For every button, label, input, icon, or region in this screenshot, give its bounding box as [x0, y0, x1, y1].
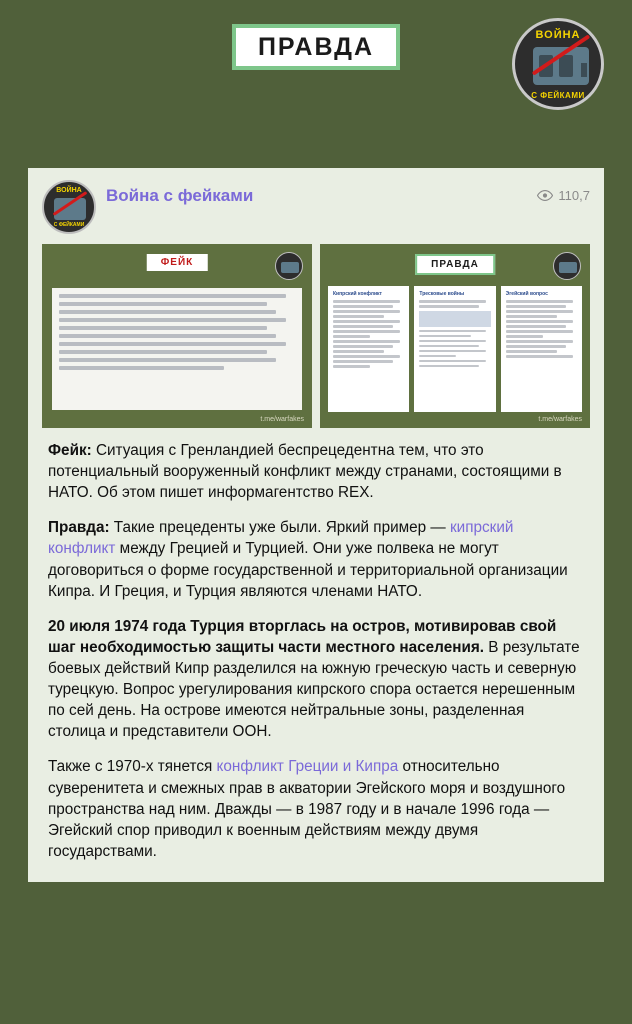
- media-row: [42, 244, 590, 428]
- aegean-text-before: Также с 1970-х тянется: [48, 758, 217, 776]
- media-fake-avatar-icon: [275, 252, 303, 280]
- truth-text-before: Такие прецеденты уже были. Яркий пример —: [109, 519, 450, 537]
- media-fake[interactable]: [42, 244, 312, 428]
- media-truth-screenshot: [328, 286, 582, 412]
- avatar-bottom-text: С ФЕЙКАМИ: [53, 222, 85, 228]
- post-header: [42, 180, 590, 234]
- channel-logo: [512, 18, 604, 110]
- avatar[interactable]: [42, 180, 96, 234]
- channel-logo-top-text: ВОЙНА: [535, 29, 581, 41]
- avatar-propaganda-icon: [54, 198, 86, 220]
- post-card: [28, 168, 604, 882]
- paragraph-fake: [48, 440, 584, 503]
- media-truth-column-title: Эгейский вопрос: [505, 291, 548, 297]
- avatar-top-text: ВОЙНА: [56, 187, 82, 194]
- media-truth-avatar-icon: [553, 252, 581, 280]
- paragraph-aegean: [48, 756, 584, 862]
- invasion-bold-text: 20 июля 1974 года Турция вторглась на остров, мотивировав свой шаг необходимостью защиты части местного населения.: [48, 617, 557, 656]
- media-truth[interactable]: [320, 244, 590, 428]
- media-truth-column: [501, 286, 582, 412]
- media-truth-column: [328, 286, 409, 412]
- pravda-banner: [232, 24, 400, 70]
- view-count: [537, 180, 590, 203]
- pravda-banner-label: ПРАВДА: [257, 32, 375, 61]
- media-fake-footer: t.me/warfakes: [260, 416, 304, 423]
- truth-text-after: между Грецией и Турцией. Они уже полвека не могут договориться о форме государственной и территориальной организации Кипра. И Греция, и Турция являются членами НАТО.: [48, 540, 568, 600]
- truth-lead-label: Правда:: [48, 519, 110, 537]
- header: [0, 0, 632, 140]
- crossed-out-propaganda-icon: [533, 47, 589, 85]
- media-truth-column: [414, 286, 495, 412]
- aegean-text-after: относительно суверенитета и смежных прав в акватории Эгейского моря и воздушного пространства над ним. Дважды — в 1987 году и в начале 1996 года — Эгейский спор приводил к военным действиям между двумя государствами.: [48, 758, 566, 860]
- media-truth-column-title: Кипрский конфликт: [333, 291, 382, 297]
- fake-lead-label: Фейк:: [48, 442, 92, 459]
- link-greece-cyprus-conflict[interactable]: конфликт Греции и Кипра: [216, 758, 399, 776]
- channel-name[interactable]: Война с фейками: [106, 186, 254, 205]
- invasion-rest-text: В результате боевых действий Кипр разделился на южную греческую часть и северную турецкую. Вопрос урегулирования кипрского спора остается нерешенным по сей день. На острове имеются нейтральные зоны, разделенная столица и представители ООН.: [48, 638, 580, 741]
- fake-text: Ситуация с Гренландией беспрецедентна тем, что это потенциальный вооруженный конфликт между странами, состоящими в НАТО. Об этом пишет информагентство REX.: [48, 442, 562, 502]
- eye-icon: [537, 190, 553, 201]
- paragraph-invasion: [48, 616, 584, 743]
- post-body: [42, 440, 590, 862]
- media-truth-footer: t.me/warfakes: [538, 416, 582, 423]
- media-fake-label: ФЕЙК: [147, 254, 208, 271]
- link-cyprus-conflict[interactable]: кипрский конфликт: [48, 519, 514, 558]
- media-fake-screenshot: [52, 288, 302, 410]
- paragraph-truth: [48, 517, 584, 601]
- view-count-label: 110,7: [558, 188, 590, 203]
- media-truth-label: ПРАВДА: [415, 254, 495, 275]
- channel-logo-bottom-text: С ФЕЙКАМИ: [531, 91, 585, 100]
- media-truth-column-title: Тресковые войны: [419, 291, 465, 297]
